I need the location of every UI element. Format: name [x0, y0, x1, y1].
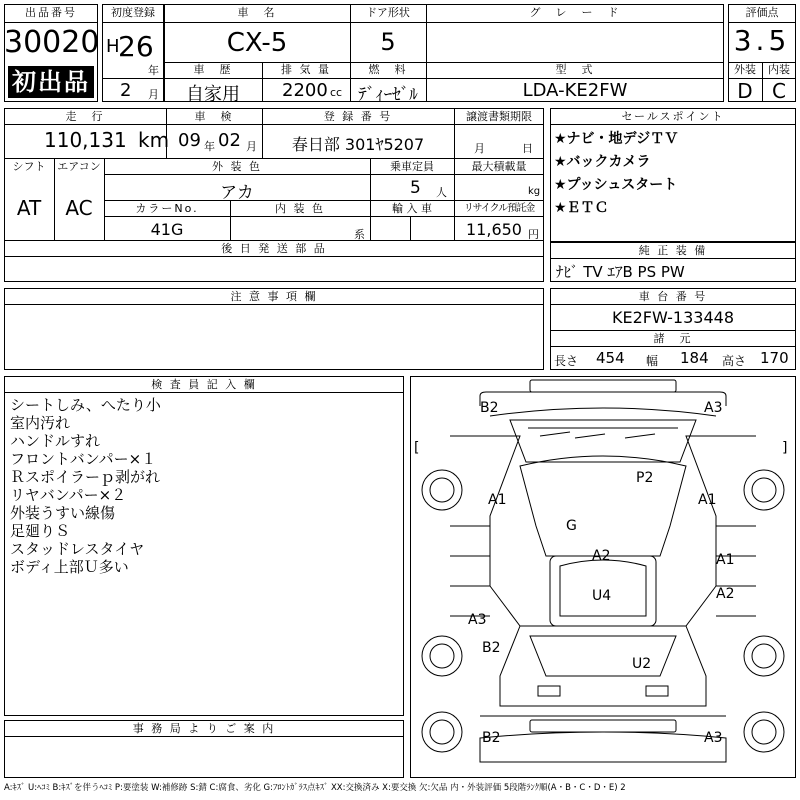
damage-mark-a3-left: A3 — [468, 612, 487, 628]
capacity-unit: 人 — [436, 186, 447, 199]
inspector-label: 検 査 員 記 入 欄 — [151, 378, 257, 391]
displacement-unit: cc — [330, 86, 343, 99]
lot-number: 30020 — [4, 25, 100, 60]
mileage-unit: km — [138, 128, 170, 152]
inspection-label: 車 検 — [194, 110, 234, 123]
damage-mark-b2-bottom: B2 — [482, 730, 501, 746]
sales-points-label: セールスポイント — [621, 110, 725, 123]
model-code: LDA-KE2FW — [522, 80, 628, 101]
color: アカ — [220, 183, 254, 203]
exterior-label: 外装 — [734, 63, 756, 76]
height-label: 高さ — [722, 354, 747, 368]
height: 170 — [760, 349, 789, 367]
damage-mark-a1-right: A1 — [698, 492, 717, 508]
remark-line: ハンドルすれ — [10, 432, 101, 450]
damage-mark-u4: U4 — [592, 588, 612, 604]
damage-mark-a1-rdoor: A1 — [716, 552, 735, 568]
remark-line: 室内汚れ — [10, 414, 71, 432]
chassis-number: KE2FW-133448 — [611, 308, 734, 327]
remark-line: リヤバンパー×２ — [10, 486, 127, 504]
color-no: 41G — [150, 220, 184, 239]
sales-point-item: ★ＥＴＣ — [554, 200, 609, 216]
fuel-label: 燃 料 — [368, 63, 408, 76]
damage-mark-a3-bottom: A3 — [704, 730, 723, 746]
grade-label: グ レ ー ド — [529, 6, 621, 19]
later-parts-label: 後 日 発 送 部 品 — [221, 242, 327, 255]
damage-mark-u2: U2 — [632, 656, 652, 672]
era: H — [106, 36, 120, 57]
plate: 春日部 301ﾔ5207 — [291, 135, 425, 154]
transfer-label: 譲渡書類期限 — [466, 110, 532, 123]
sales-point-item: ★バックカメラ — [554, 154, 651, 170]
first-reg-year: 26 — [118, 30, 154, 63]
displacement: 2200 — [282, 80, 328, 101]
capacity: 5 — [410, 178, 421, 198]
spec-label: 諸 元 — [653, 332, 693, 345]
ac-label: エアコン — [57, 160, 101, 173]
sales-point-item: ★プッシュスタート — [554, 177, 678, 193]
width: 184 — [680, 349, 709, 367]
damage-mark-a2-rdoor: A2 — [716, 586, 735, 602]
displacement-label: 排 気 量 — [281, 63, 331, 76]
import-label: 輸 入 車 — [392, 202, 432, 215]
first-reg-label: 初度登録 — [111, 6, 155, 19]
rating: 3.5 — [733, 24, 791, 57]
remark-line: 外装うすい線傷 — [10, 504, 116, 522]
exterior-grade: D — [737, 79, 753, 103]
remark-line: ボディ上部Ｕ多い — [10, 558, 129, 576]
insp-month-unit: 月 — [246, 140, 257, 153]
recycle-label: リサイクル預託金 — [463, 203, 535, 214]
int-color-label: 内 装 色 — [275, 202, 325, 215]
fr-bracket: ] — [782, 440, 788, 456]
first-listing-badge: 初出品 — [8, 66, 94, 98]
rating-label: 評価点 — [745, 6, 779, 19]
remark-line: 足廻りＳ — [10, 522, 71, 540]
chassis-label: 車 台 番 号 — [638, 290, 708, 303]
insp-month: 02 — [218, 130, 241, 151]
damage-mark-a1-left: A1 — [488, 492, 507, 508]
genuine-label: 純 正 装 備 — [638, 244, 708, 257]
remark-line: フロントバンパー×１ — [10, 450, 157, 468]
length: 454 — [596, 349, 625, 367]
damage-mark-a3-top: A3 — [704, 400, 723, 416]
notes-label: 注 意 事 項 欄 — [230, 290, 318, 303]
lot-label: 出品番号 — [25, 6, 77, 19]
door-label: ドア形状 — [366, 6, 410, 19]
doors: 5 — [380, 28, 396, 56]
capacity-label: 乗車定員 — [390, 160, 434, 173]
int-color-unit: 系 — [354, 228, 365, 241]
shift-label: シフト — [12, 160, 46, 173]
office-label: 事 務 局 よ り ご 案 内 — [132, 722, 276, 735]
model-label: 型 式 — [555, 63, 595, 76]
year-unit: 年 — [148, 64, 159, 77]
damage-mark-b2-left: B2 — [482, 640, 501, 656]
sales-point-item: ★ナビ・地デジＴＶ — [554, 131, 679, 147]
car-diagram-svg — [410, 376, 796, 778]
insp-year: 09 — [178, 130, 201, 151]
interior-grade: C — [772, 79, 786, 103]
interior-label: 内装 — [768, 63, 790, 76]
car-name: CX-5 — [226, 28, 288, 58]
history-label: 車 歴 — [193, 63, 233, 76]
shift: AT — [16, 196, 42, 220]
car-name-label: 車 名 — [237, 6, 277, 19]
color-label: 外 装 色 — [212, 160, 262, 173]
transfer-day-unit: 日 — [522, 142, 533, 155]
history: 自家用 — [186, 84, 240, 105]
ac: AC — [65, 196, 93, 220]
damage-mark-b2-top: B2 — [480, 400, 499, 416]
genuine-equipment: ﾅﾋﾞ TV ｴｱB PS PW — [556, 263, 685, 281]
length-label: 長さ — [554, 354, 579, 368]
first-reg-month: 2 — [120, 80, 132, 101]
remark-line: シートしみ、へたり小 — [10, 396, 161, 414]
month-unit: 月 — [148, 88, 159, 101]
mileage-label: 走 行 — [65, 110, 105, 123]
plate-label: 登 録 番 号 — [323, 110, 393, 123]
color-no-label: カラーNo. — [135, 202, 199, 215]
damage-legend: A:ｷｽﾞ U:ﾍｺﾐ B:ｷｽﾞを伴うﾍｺﾐ P:要塗装 W:補修跡 S:錆 C:腐食、劣化 G:ﾌﾛﾝﾄｶﾞﾗｽ点ｷｽﾞ XX:交換済み X:要交換 欠:欠品 内・外装評価 5段階ﾗﾝｸ順(A・B・C・D・E) 2 — [4, 783, 626, 793]
width-label: 幅 — [646, 354, 659, 368]
damage-mark-g: G — [566, 518, 577, 534]
remark-line: スタッドレスタイヤ — [10, 540, 145, 558]
transfer-month-unit: 月 — [474, 142, 485, 155]
insp-year-unit: 年 — [204, 140, 215, 153]
recycle: 11,650 — [466, 220, 522, 239]
remark-line: Ｒスポイラーｐ剥がれ — [10, 468, 161, 486]
fl-bracket: [ — [414, 440, 420, 456]
load-label: 最大積載量 — [471, 160, 527, 173]
mileage: 110,131 — [44, 128, 127, 152]
damage-mark-a2-roof: A2 — [592, 548, 611, 564]
load-unit: kg — [528, 186, 541, 197]
recycle-unit: 円 — [528, 228, 539, 241]
damage-mark-p2: P2 — [636, 470, 654, 486]
fuel: ﾃﾞｨｰｾﾞﾙ — [358, 85, 418, 105]
